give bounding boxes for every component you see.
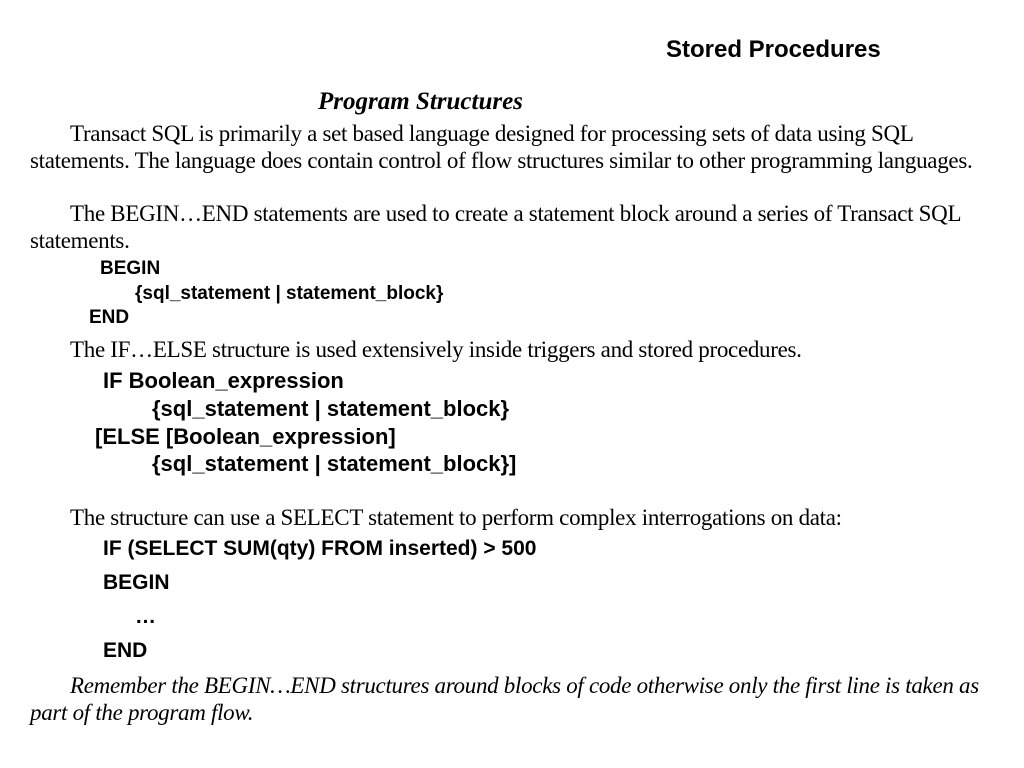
code-line: BEGIN: [100, 258, 161, 279]
slide-title: Stored Procedures: [666, 36, 881, 63]
code-line: [ELSE [Boolean_expression]: [95, 424, 396, 449]
paragraph-if-else: The IF…ELSE structure is used extensively inside triggers and stored procedures.: [70, 337, 802, 362]
paragraph-begin-end: The BEGIN…END statements are used to create a statement block around a series of Transact SQL statements.: [30, 201, 961, 253]
code-line: …: [135, 605, 156, 628]
code-line: IF (SELECT SUM(qty) FROM inserted) > 500: [103, 537, 537, 560]
code-line: {sql_statement | statement_block}: [152, 396, 510, 421]
code-line: BEGIN: [103, 571, 170, 594]
paragraph-remember: Remember the BEGIN…END structures around blocks of code otherwise only the first line is taken as part of the program flow.: [30, 673, 979, 725]
paragraph-select: The structure can use a SELECT statement to perform complex interrogations on data:: [70, 505, 842, 530]
code-line: END: [89, 307, 130, 328]
code-line: IF Boolean_expression: [103, 368, 344, 393]
paragraph-intro: Transact SQL is primarily a set based language designed for processing sets of data using SQL statements. The language does contain control of flow structures similar to other programming languages.: [30, 121, 973, 173]
section-subtitle: Program Structures: [318, 88, 523, 115]
code-line: {sql_statement | statement_block}]: [152, 451, 517, 476]
code-line: {sql_statement | statement_block}: [135, 283, 444, 304]
code-line: END: [103, 639, 148, 662]
